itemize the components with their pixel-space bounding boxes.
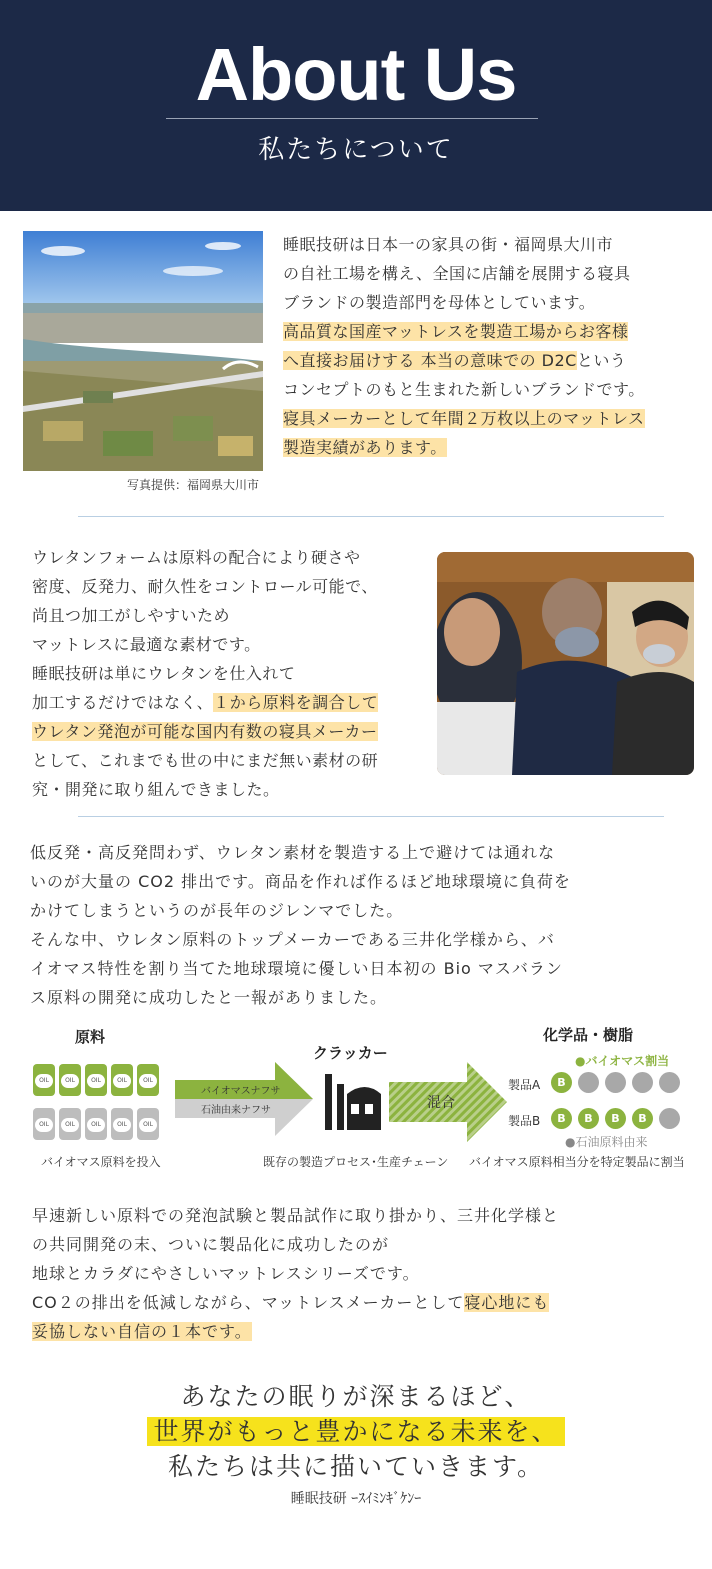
text-line [30, 954, 690, 983]
biomass-barrel-icon [59, 1064, 81, 1096]
biomass-dot: B [605, 1108, 626, 1129]
highlighted-text: 寝心地にも [464, 1293, 550, 1312]
highlighted-text: 製造実績があります。 [283, 438, 447, 457]
mix-arrow [389, 1062, 507, 1142]
oil-barrel-icon [137, 1108, 159, 1140]
text-line [283, 259, 693, 288]
line-text: マットレスに最適な素材です。 [32, 635, 261, 654]
title-divider [166, 118, 538, 119]
barrel-label: OIL [35, 1074, 53, 1088]
text-line [283, 230, 693, 259]
line-text: 究・開発に取り組んできました。 [32, 780, 280, 799]
line-text: そんな中、ウレタン原料のトップメーカーである三井化学様から、バ [30, 930, 555, 949]
highlighted-text: 寝具メーカーとして年間２万枚以上のマットレス [283, 409, 645, 428]
text-line [32, 717, 432, 746]
text-line [32, 630, 432, 659]
bio-alloc-label: ●バイオマス割当 [575, 1054, 670, 1068]
barrel-label: OIL [113, 1118, 131, 1132]
hero-banner [0, 0, 712, 211]
oil-dot [659, 1108, 680, 1129]
mass-balance-diagram [25, 1022, 689, 1172]
line-text: 早速新しい原料での発泡試験と製品試作に取り掛かり、三井化学様と [32, 1206, 560, 1225]
oil-barrel-icon [59, 1108, 81, 1140]
page-title: About Us [195, 33, 517, 116]
barrel-label: OIL [87, 1074, 105, 1088]
oil-dot [605, 1072, 626, 1093]
line-lead: CO２の排出を低減しながら、マットレスメーカーとして [32, 1293, 465, 1312]
biomass-barrel-icon [111, 1064, 133, 1096]
oil-barrel-icon [85, 1108, 107, 1140]
text-line [32, 572, 432, 601]
text-line [32, 688, 432, 717]
mix-label: 混合 [427, 1095, 455, 1111]
line-text: ウレタンフォームは原料の配合により硬さや [32, 548, 361, 567]
biomass-barrel-icon [137, 1064, 159, 1096]
oil-origin-label: ●石油原料由来 [565, 1135, 648, 1149]
page-subtitle: 私たちについて [258, 135, 454, 165]
biomass-barrel-icon [33, 1064, 55, 1096]
bio-naphtha-label: バイオマスナフサ [201, 1086, 281, 1097]
text-line [283, 404, 693, 433]
section-divider-1 [78, 516, 664, 517]
raw-material-heading: 原料 [75, 1028, 106, 1046]
text-line [283, 433, 693, 462]
highlighted-text: 妥協しない自信の１本です。 [32, 1322, 252, 1341]
barrel-grid [33, 1064, 163, 1148]
highlighted-text: １から原料を調合して [213, 693, 379, 712]
line-lead: 加工するだけではなく、 [32, 693, 214, 712]
text-line [32, 659, 432, 688]
highlighted-text: 高品質な国産マットレスを製造工場からお客様 [283, 322, 629, 341]
text-line [32, 1259, 692, 1288]
oil-barrel-icon [33, 1108, 55, 1140]
highlighted-text: ウレタン発泡が可能な国内有数の寝具メーカー [32, 722, 378, 741]
text-line [30, 867, 690, 896]
co2-paragraph [30, 838, 690, 1012]
biomass-dot: B [551, 1108, 572, 1129]
line-text: 低反発・高反発問わず、ウレタン素材を製造する上で避けては通れな [30, 843, 556, 862]
text-line [30, 983, 690, 1012]
line-text: ス原料の開発に成功したと一報がありました。 [30, 988, 388, 1007]
line-text: の共同開発の末、ついに製品化に成功したのが [32, 1235, 390, 1254]
text-line [32, 1201, 692, 1230]
line-text: イオマス特性を割り当てた地球環境に優しい日本初の Bio マスバラン [30, 959, 563, 978]
oil-barrel-icon [111, 1108, 133, 1140]
barrel-label: OIL [35, 1118, 53, 1132]
text-line [283, 375, 693, 404]
text-line [283, 317, 693, 346]
text-line [32, 746, 432, 775]
text-line [283, 346, 693, 375]
factory-icon [321, 1070, 383, 1134]
text-line [30, 838, 690, 867]
oil-dot [659, 1072, 680, 1093]
raw-caption: バイオマス原料を投入 [41, 1155, 161, 1169]
barrel-label: OIL [113, 1074, 131, 1088]
product-a-label: 製品A [508, 1078, 541, 1092]
product-paragraph [32, 1201, 692, 1346]
tagline-highlight: 世界がもっと豊かになる未来を、 [147, 1417, 564, 1446]
line-text: いのが大量の CO2 排出です。商品を作れば作るほど地球環境に負荷を [30, 872, 571, 891]
line-text: 睡眠技研は日本一の家具の街・福岡県大川市 [283, 235, 614, 254]
barrel-label: OIL [139, 1118, 157, 1132]
barrel-label: OIL [87, 1118, 105, 1132]
text-line [30, 896, 690, 925]
biomass-dot: B [632, 1108, 653, 1129]
line-text: ブランドの製造部門を母体としています。 [283, 293, 596, 312]
text-line [283, 288, 693, 317]
text-line [32, 775, 432, 804]
barrel-label: OIL [139, 1074, 157, 1088]
tagline-line2 [0, 1413, 712, 1451]
line-text: 地球とカラダにやさしいマットレスシリーズです。 [32, 1264, 420, 1283]
brand-signature: 睡眠技研 ｰｽｲﾐﾝｷﾞｹﾝｰ [290, 1491, 422, 1507]
line-text: 睡眠技研は単にウレタンを仕入れて [32, 664, 296, 683]
oil-dot [578, 1072, 599, 1093]
biomass-dot: B [551, 1072, 572, 1093]
text-line [32, 601, 432, 630]
oil-naphtha-label: 石油由来ナフサ [201, 1105, 271, 1116]
tagline-line1: あなたの眠りが深まるほど、 [180, 1382, 532, 1411]
text-line [32, 543, 432, 572]
line-text: の自社工場を構え、全国に店舗を展開する寝具 [283, 264, 631, 283]
photo-caption: 写真提供：福岡県大川市 [126, 478, 259, 492]
line-text: 尚且つ加工がしやすいため [32, 606, 231, 625]
line-text: として、これまでも世の中にまだ無い素材の研 [32, 751, 379, 770]
tagline-line3: 私たちは共に描いていきます。 [167, 1452, 544, 1481]
highlighted-text: へ直接お届けする 本当の意味での D2C [283, 351, 577, 370]
urethan-paragraph [32, 543, 432, 804]
okawa-city-aerial-photo [23, 231, 263, 471]
line-text: コンセプトのもと生まれた新しいブランドです。 [283, 380, 645, 399]
biomass-barrel-icon [85, 1064, 107, 1096]
text-line [32, 1317, 692, 1346]
text-line [32, 1230, 692, 1259]
barrel-label: OIL [61, 1074, 79, 1088]
product-b-label: 製品B [508, 1114, 541, 1128]
text-line [32, 1288, 692, 1317]
biomass-dot: B [578, 1108, 599, 1129]
cracker-heading: クラッカー [313, 1044, 388, 1062]
cracker-caption: 既存の製造プロセス･生産チェーン [263, 1155, 449, 1169]
chem-caption: バイオマス原料相当分を特定製品に割当 [469, 1155, 685, 1169]
oil-dot [632, 1072, 653, 1093]
line-text: かけてしまうというのが長年のジレンマでした。 [30, 901, 404, 920]
section-divider-2 [78, 816, 664, 817]
text-line [30, 925, 690, 954]
workers-photo [437, 552, 694, 775]
line-text: 密度、反発力、耐久性をコントロール可能で、 [32, 577, 378, 596]
naphtha-arrow [175, 1062, 313, 1136]
barrel-label: OIL [61, 1118, 79, 1132]
chemical-heading: 化学品・樹脂 [543, 1026, 634, 1044]
intro-paragraph [283, 230, 693, 462]
line-tail: という [576, 351, 627, 370]
